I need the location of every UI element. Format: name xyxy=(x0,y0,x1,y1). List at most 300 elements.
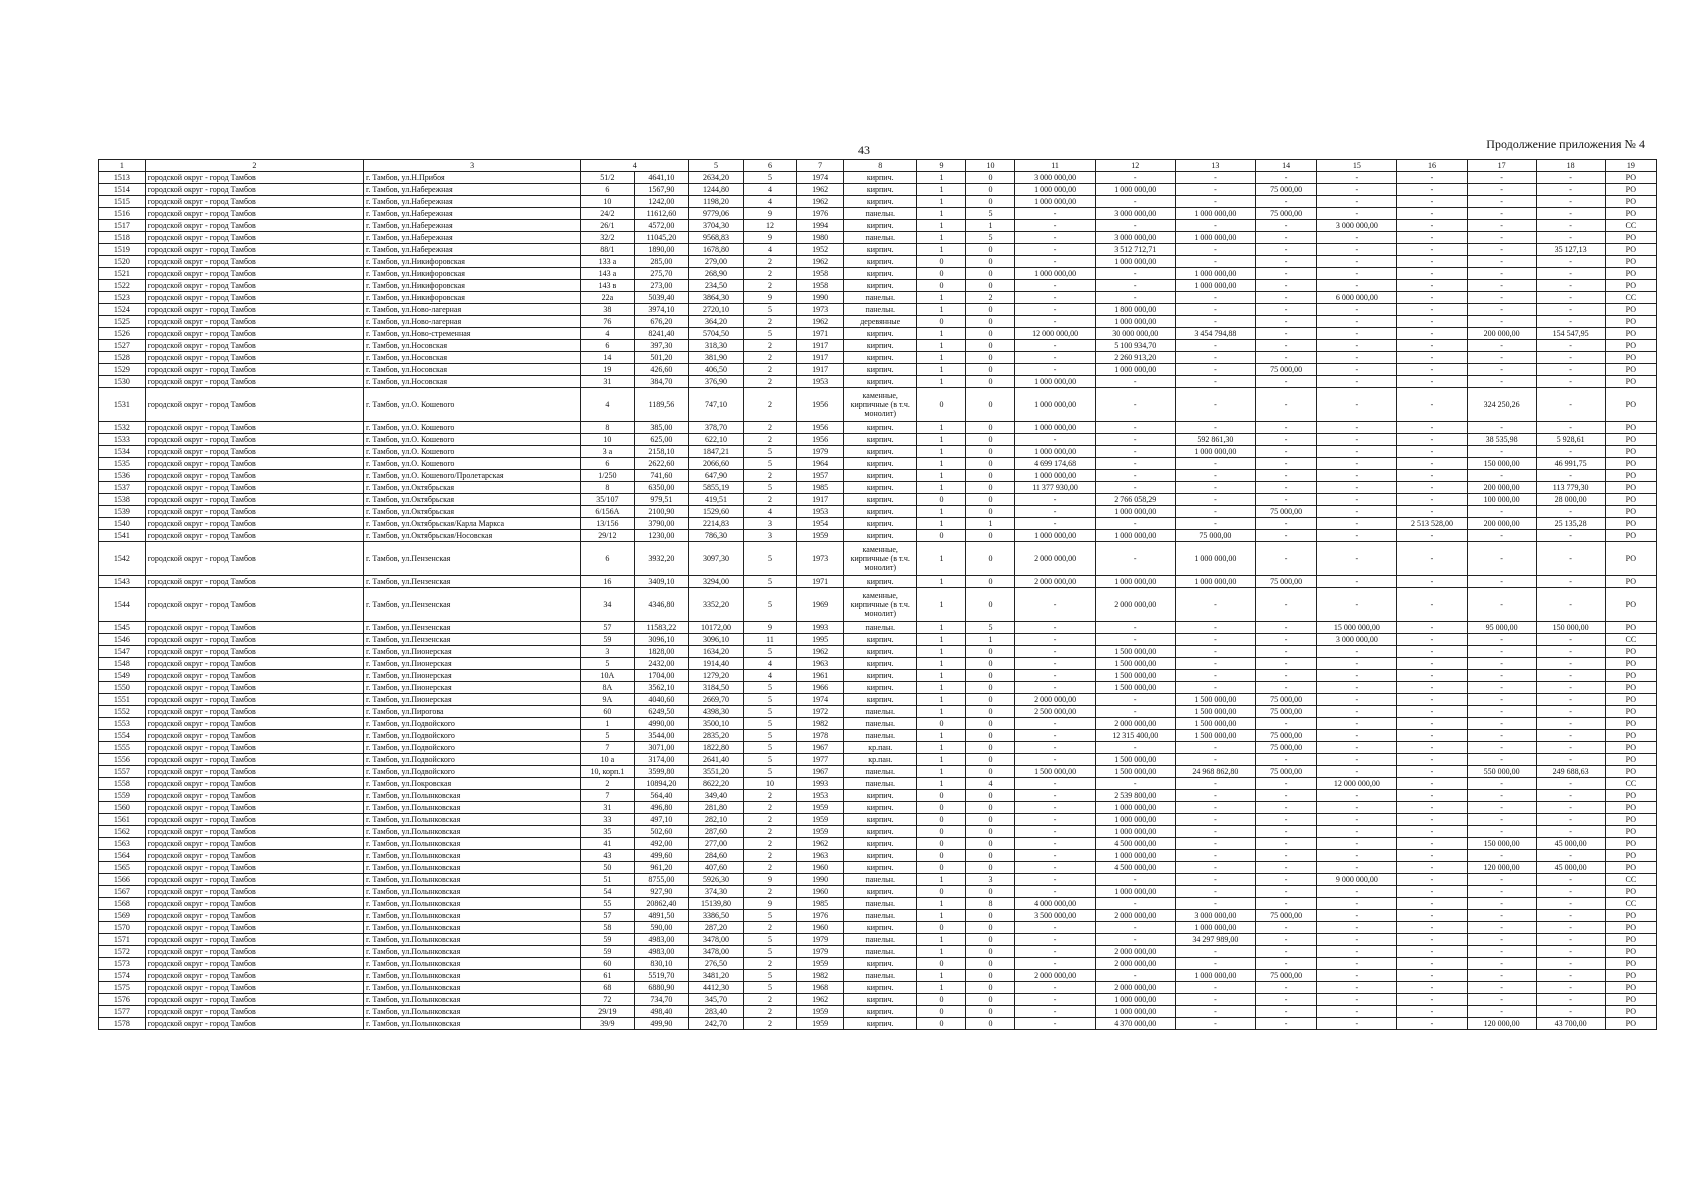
table-cell: 0 xyxy=(966,934,1015,946)
table-cell: - xyxy=(1397,292,1467,304)
table-cell: городской округ - город Тамбов xyxy=(145,220,363,232)
table-cell: г. Тамбов, ул.Набережная xyxy=(364,196,581,208)
table-cell: 0 xyxy=(966,530,1015,542)
appendix-continuation: Продолжение приложения № 4 xyxy=(1486,137,1645,151)
table-cell: - xyxy=(1397,766,1467,778)
table-cell: - xyxy=(1317,494,1397,506)
column-number: 17 xyxy=(1467,160,1536,172)
table-cell: 2 000 000,00 xyxy=(1095,718,1175,730)
table-cell: г. Тамбов, ул.Полынковская xyxy=(364,814,581,826)
table-cell: 279,00 xyxy=(689,256,744,268)
table-cell: 385,00 xyxy=(634,422,689,434)
table-cell: 7 xyxy=(581,790,634,802)
table-row xyxy=(99,874,1657,886)
table-cell: РО xyxy=(1605,694,1656,706)
table-cell: - xyxy=(1536,172,1605,184)
table-cell: - xyxy=(1317,682,1397,694)
table-cell: 0 xyxy=(917,268,966,280)
table-cell: 1917 xyxy=(797,352,844,364)
table-cell: - xyxy=(1467,268,1536,280)
table-cell: - xyxy=(1536,814,1605,826)
table-cell: - xyxy=(1397,874,1467,886)
table-cell: городской округ - город Тамбов xyxy=(145,422,363,434)
table-cell: 1576 xyxy=(99,994,146,1006)
table-cell: - xyxy=(1397,706,1467,718)
table-cell: - xyxy=(1397,922,1467,934)
table-cell: - xyxy=(1175,946,1255,958)
table-cell: 3409,10 xyxy=(634,576,689,588)
table-row xyxy=(99,376,1657,388)
table-cell: - xyxy=(1317,232,1397,244)
table-cell: 1 xyxy=(917,754,966,766)
table-cell: 5 xyxy=(743,754,796,766)
table-cell: г. Тамбов, ул.Подвойского xyxy=(364,766,581,778)
table-cell: кирпич. xyxy=(843,982,917,994)
table-cell: городской округ - город Тамбов xyxy=(145,530,363,542)
table-cell: 1 xyxy=(917,352,966,364)
table-cell: 43 xyxy=(581,850,634,862)
table-cell: г. Тамбов, ул.О. Кошевого/Пролетарская xyxy=(364,470,581,482)
table-cell: 407,60 xyxy=(689,862,744,874)
table-cell: 5 xyxy=(743,718,796,730)
table-cell: 1522 xyxy=(99,280,146,292)
table-cell: 2 000 000,00 xyxy=(1015,576,1095,588)
table-cell: - xyxy=(1015,658,1095,670)
table-cell: 8 xyxy=(581,422,634,434)
table-cell: 2720,10 xyxy=(689,304,744,316)
table-cell: 0 xyxy=(966,802,1015,814)
table-cell: - xyxy=(1175,494,1255,506)
table-cell: городской округ - город Тамбов xyxy=(145,388,363,422)
table-cell: - xyxy=(1256,482,1317,494)
table-cell: 11 xyxy=(743,634,796,646)
table-cell: панельн. xyxy=(843,718,917,730)
table-cell: кирпич. xyxy=(843,814,917,826)
table-cell: 14 xyxy=(581,352,634,364)
table-cell: 12 000 000,00 xyxy=(1317,778,1397,790)
table-cell: - xyxy=(1467,530,1536,542)
table-cell: 2 xyxy=(743,268,796,280)
table-cell: 1560 xyxy=(99,802,146,814)
table-row xyxy=(99,766,1657,778)
table-cell: - xyxy=(1175,364,1255,376)
table-cell: 1 000 000,00 xyxy=(1095,364,1175,376)
table-cell: кирпич. xyxy=(843,340,917,352)
table-cell: - xyxy=(1317,316,1397,328)
table-cell: - xyxy=(1175,376,1255,388)
table-cell: - xyxy=(1175,646,1255,658)
table-cell: - xyxy=(1467,352,1536,364)
table-cell: 0 xyxy=(917,280,966,292)
table-body xyxy=(99,160,1657,1030)
table-cell: - xyxy=(1536,588,1605,622)
table-cell: 5 xyxy=(743,982,796,994)
table-cell: г. Тамбов, ул.Подвойского xyxy=(364,742,581,754)
table-cell: 154 547,95 xyxy=(1536,328,1605,340)
table-cell: - xyxy=(1467,826,1536,838)
table-cell: 1959 xyxy=(797,802,844,814)
table-cell: РО xyxy=(1605,268,1656,280)
table-cell: панельн. xyxy=(843,898,917,910)
column-number: 13 xyxy=(1175,160,1255,172)
table-cell: 676,20 xyxy=(634,316,689,328)
table-cell: 10, корп.1 xyxy=(581,766,634,778)
table-cell: 1956 xyxy=(797,422,844,434)
table-cell: - xyxy=(1536,256,1605,268)
table-cell: 249 688,63 xyxy=(1536,766,1605,778)
table-cell: 5 xyxy=(743,706,796,718)
table-row xyxy=(99,838,1657,850)
table-cell: - xyxy=(1536,754,1605,766)
table-cell: 499,60 xyxy=(634,850,689,862)
table-row xyxy=(99,184,1657,196)
table-cell: 4 699 174,68 xyxy=(1015,458,1095,470)
table-cell: 1519 xyxy=(99,244,146,256)
table-cell: 1982 xyxy=(797,718,844,730)
table-cell: 1973 xyxy=(797,304,844,316)
table-cell: 1962 xyxy=(797,196,844,208)
table-cell: - xyxy=(1015,622,1095,634)
table-cell: городской округ - город Тамбов xyxy=(145,718,363,730)
table-cell: - xyxy=(1467,742,1536,754)
table-cell: - xyxy=(1317,304,1397,316)
table-cell: г. Тамбов, ул.Полынковская xyxy=(364,886,581,898)
table-cell: 2 xyxy=(743,1018,796,1030)
table-cell: г. Тамбов, ул.Носовская xyxy=(364,364,581,376)
table-cell: - xyxy=(1256,838,1317,850)
table-cell: 1567,90 xyxy=(634,184,689,196)
table-cell: 3974,10 xyxy=(634,304,689,316)
table-cell: 5 xyxy=(743,766,796,778)
table-cell: 1548 xyxy=(99,658,146,670)
table-cell: - xyxy=(1536,658,1605,670)
table-cell: г. Тамбов, ул.Октябрьская/Карла Маркса xyxy=(364,518,581,530)
table-cell: - xyxy=(1015,742,1095,754)
table-cell: 734,70 xyxy=(634,994,689,1006)
table-cell: 1 xyxy=(917,778,966,790)
table-cell: 10172,00 xyxy=(689,622,744,634)
table-cell: 5 xyxy=(743,694,796,706)
table-cell: РО xyxy=(1605,422,1656,434)
table-cell: - xyxy=(1175,518,1255,530)
table-cell: 1527 xyxy=(99,340,146,352)
table-cell: - xyxy=(1397,364,1467,376)
table-cell: 7 xyxy=(581,742,634,754)
table-cell: - xyxy=(1317,706,1397,718)
table-cell: 1553 xyxy=(99,718,146,730)
table-cell: РО xyxy=(1605,718,1656,730)
table-cell: - xyxy=(1397,730,1467,742)
table-cell: 2 xyxy=(743,364,796,376)
table-cell: 1520 xyxy=(99,256,146,268)
table-cell: - xyxy=(1256,946,1317,958)
table-cell: - xyxy=(1397,458,1467,470)
table-cell: городской округ - город Тамбов xyxy=(145,172,363,184)
table-cell: - xyxy=(1536,340,1605,352)
table-cell: панельн. xyxy=(843,778,917,790)
table-cell: - xyxy=(1536,352,1605,364)
table-cell: - xyxy=(1095,778,1175,790)
table-cell: 54 xyxy=(581,886,634,898)
table-cell: - xyxy=(1015,256,1095,268)
table-cell: 242,70 xyxy=(689,1018,744,1030)
table-cell: 1959 xyxy=(797,1006,844,1018)
table-cell: - xyxy=(1317,376,1397,388)
table-cell: г. Тамбов, ул.Пензенская xyxy=(364,576,581,588)
table-cell: 35 127,13 xyxy=(1536,244,1605,256)
table-cell: кирпич. xyxy=(843,280,917,292)
table-cell: 5 xyxy=(966,208,1015,220)
table-cell: - xyxy=(1256,172,1317,184)
table-cell: 1828,00 xyxy=(634,646,689,658)
table-cell: кирпич. xyxy=(843,694,917,706)
table-cell: г. Тамбов, ул.Никифоровская xyxy=(364,280,581,292)
table-cell: - xyxy=(1317,850,1397,862)
table-cell: - xyxy=(1317,542,1397,576)
table-cell: 2 000 000,00 xyxy=(1095,982,1175,994)
table-cell: 0 xyxy=(966,542,1015,576)
table-cell: 1 xyxy=(917,742,966,754)
table-cell: 1 xyxy=(917,434,966,446)
table-cell: 1 000 000,00 xyxy=(1175,232,1255,244)
table-cell: кр.пан. xyxy=(843,754,917,766)
table-cell: - xyxy=(1015,1006,1095,1018)
table-cell: - xyxy=(1397,826,1467,838)
table-row xyxy=(99,196,1657,208)
table-row xyxy=(99,982,1657,994)
table-cell: 318,30 xyxy=(689,340,744,352)
table-cell: - xyxy=(1397,658,1467,670)
table-cell: 2 xyxy=(743,838,796,850)
table-cell: панельн. xyxy=(843,706,917,718)
table-cell: г. Тамбов, ул.Никифоровская xyxy=(364,268,581,280)
table-row xyxy=(99,256,1657,268)
table-cell: 5519,70 xyxy=(634,970,689,982)
table-cell: СС xyxy=(1605,778,1656,790)
table-cell: 1530 xyxy=(99,376,146,388)
table-cell: - xyxy=(1317,518,1397,530)
table-cell: 1 xyxy=(917,364,966,376)
column-number: 1 xyxy=(99,160,146,172)
table-cell: 5 xyxy=(743,482,796,494)
table-cell: - xyxy=(1095,376,1175,388)
table-cell: 1964 xyxy=(797,458,844,470)
table-row xyxy=(99,576,1657,588)
table-cell: - xyxy=(1256,268,1317,280)
table-cell: 1529,60 xyxy=(689,506,744,518)
table-cell: 5 xyxy=(743,542,796,576)
table-cell: 1822,80 xyxy=(689,742,744,754)
table-cell: 5 100 934,70 xyxy=(1095,340,1175,352)
table-cell: 0 xyxy=(917,838,966,850)
table-cell: городской округ - город Тамбов xyxy=(145,518,363,530)
table-cell: 0 xyxy=(966,682,1015,694)
table-cell: 1847,21 xyxy=(689,446,744,458)
table-cell: - xyxy=(1397,970,1467,982)
table-cell: городской округ - город Тамбов xyxy=(145,196,363,208)
table-cell: 1 xyxy=(917,232,966,244)
table-cell: 1 xyxy=(917,634,966,646)
table-cell: кирпич. xyxy=(843,220,917,232)
table-cell: г. Тамбов, ул.Октябрьская/Носовская xyxy=(364,530,581,542)
table-cell: 1558 xyxy=(99,778,146,790)
table-cell: 0 xyxy=(966,328,1015,340)
table-cell: 1565 xyxy=(99,862,146,874)
table-cell: 1 000 000,00 xyxy=(1015,470,1095,482)
table-cell: - xyxy=(1317,754,1397,766)
table-cell: - xyxy=(1256,422,1317,434)
table-cell: 1532 xyxy=(99,422,146,434)
table-cell: - xyxy=(1397,446,1467,458)
table-cell: - xyxy=(1256,754,1317,766)
table-cell: - xyxy=(1467,910,1536,922)
table-cell: 1 xyxy=(917,458,966,470)
table-cell: 268,90 xyxy=(689,268,744,280)
table-cell: 1518 xyxy=(99,232,146,244)
table-cell: 3184,50 xyxy=(689,682,744,694)
table-cell: - xyxy=(1256,244,1317,256)
table-cell: 4572,00 xyxy=(634,220,689,232)
table-cell: 1 xyxy=(917,292,966,304)
table-cell: 0 xyxy=(917,886,966,898)
table-cell: 120 000,00 xyxy=(1467,862,1536,874)
table-cell: РО xyxy=(1605,946,1656,958)
table-cell: РО xyxy=(1605,542,1656,576)
table-cell: 1523 xyxy=(99,292,146,304)
table-cell: - xyxy=(1317,1018,1397,1030)
table-cell: - xyxy=(1175,196,1255,208)
table-cell: - xyxy=(1467,340,1536,352)
table-cell: 3 512 712,71 xyxy=(1095,244,1175,256)
table-cell: - xyxy=(1467,694,1536,706)
table-cell: 1552 xyxy=(99,706,146,718)
table-cell: - xyxy=(1397,232,1467,244)
table-cell: 200 000,00 xyxy=(1467,518,1536,530)
table-cell: 0 xyxy=(966,304,1015,316)
table-cell: г. Тамбов, ул.Полынковская xyxy=(364,934,581,946)
table-cell: 1 xyxy=(917,682,966,694)
table-cell: 0 xyxy=(966,946,1015,958)
table-cell: - xyxy=(1317,958,1397,970)
table-cell: 1960 xyxy=(797,922,844,934)
table-row xyxy=(99,340,1657,352)
table-cell: - xyxy=(1256,850,1317,862)
table-cell: 1960 xyxy=(797,862,844,874)
column-number: 10 xyxy=(966,160,1015,172)
table-cell: 34 297 989,00 xyxy=(1175,934,1255,946)
table-cell: 0 xyxy=(966,790,1015,802)
table-row xyxy=(99,970,1657,982)
table-cell: 1 xyxy=(917,670,966,682)
table-cell: 1 000 000,00 xyxy=(1175,446,1255,458)
table-cell: - xyxy=(1175,826,1255,838)
table-cell: - xyxy=(1317,328,1397,340)
table-row xyxy=(99,482,1657,494)
table-cell: 16 xyxy=(581,576,634,588)
table-cell: 61 xyxy=(581,970,634,982)
table-cell: 4398,30 xyxy=(689,706,744,718)
table-row xyxy=(99,718,1657,730)
table-cell: - xyxy=(1175,458,1255,470)
table-cell: 961,20 xyxy=(634,862,689,874)
table-cell: городской округ - город Тамбов xyxy=(145,328,363,340)
table-cell: 3932,20 xyxy=(634,542,689,576)
table-cell: - xyxy=(1095,172,1175,184)
table-cell: - xyxy=(1317,268,1397,280)
table-cell: 2158,10 xyxy=(634,446,689,458)
table-cell: - xyxy=(1015,838,1095,850)
table-cell: - xyxy=(1175,220,1255,232)
table-cell: городской округ - город Тамбов xyxy=(145,754,363,766)
table-cell: - xyxy=(1095,742,1175,754)
table-cell: РО xyxy=(1605,446,1656,458)
table-row xyxy=(99,742,1657,754)
table-cell: 283,40 xyxy=(689,1006,744,1018)
table-cell: 1958 xyxy=(797,280,844,292)
table-cell: РО xyxy=(1605,196,1656,208)
table-cell: г. Тамбов, ул.Пионерская xyxy=(364,646,581,658)
table-row xyxy=(99,934,1657,946)
table-cell: 1967 xyxy=(797,742,844,754)
table-cell: 3352,20 xyxy=(689,588,744,622)
table-cell: 2 xyxy=(581,778,634,790)
table-cell: г. Тамбов, ул.Полынковская xyxy=(364,910,581,922)
table-cell: - xyxy=(1536,470,1605,482)
table-cell: 5 xyxy=(743,970,796,982)
table-cell: - xyxy=(1175,874,1255,886)
table-row xyxy=(99,244,1657,256)
table-cell: 0 xyxy=(917,814,966,826)
table-cell: 0 xyxy=(917,850,966,862)
table-cell: - xyxy=(1095,196,1175,208)
table-cell: 1 000 000,00 xyxy=(1015,530,1095,542)
table-cell: - xyxy=(1317,458,1397,470)
table-cell: 1 xyxy=(917,506,966,518)
table-cell: - xyxy=(1256,376,1317,388)
table-cell: 0 xyxy=(966,838,1015,850)
table-cell: 43 700,00 xyxy=(1536,1018,1605,1030)
table-cell: 34 xyxy=(581,588,634,622)
table-cell: 5926,30 xyxy=(689,874,744,886)
table-cell: 5 xyxy=(966,232,1015,244)
table-cell: 1556 xyxy=(99,754,146,766)
table-cell: 2 000 000,00 xyxy=(1015,542,1095,576)
table-cell: г. Тамбов, ул.Пионерская xyxy=(364,658,581,670)
table-cell: г. Тамбов, ул.Подвойского xyxy=(364,754,581,766)
table-cell: 3 000 000,00 xyxy=(1095,232,1175,244)
table-cell: 1974 xyxy=(797,172,844,184)
table-cell: 143 в xyxy=(581,280,634,292)
table-cell: г. Тамбов, ул.Набережная xyxy=(364,208,581,220)
table-cell: - xyxy=(1536,280,1605,292)
table-cell: 1956 xyxy=(797,434,844,446)
table-cell: 6 000 000,00 xyxy=(1317,292,1397,304)
table-cell: - xyxy=(1397,1006,1467,1018)
table-cell: г. Тамбов, ул.Набережная xyxy=(364,232,581,244)
table-cell: 1979 xyxy=(797,446,844,458)
table-cell: - xyxy=(1095,434,1175,446)
table-cell: РО xyxy=(1605,850,1656,862)
table-cell: - xyxy=(1317,244,1397,256)
table-cell: - xyxy=(1397,172,1467,184)
table-cell: - xyxy=(1467,280,1536,292)
table-cell: 2 xyxy=(743,814,796,826)
table-cell: 0 xyxy=(966,196,1015,208)
table-cell: 1704,00 xyxy=(634,670,689,682)
table-cell: - xyxy=(1175,742,1255,754)
table-cell: - xyxy=(1015,994,1095,1006)
table-cell: 31 xyxy=(581,376,634,388)
